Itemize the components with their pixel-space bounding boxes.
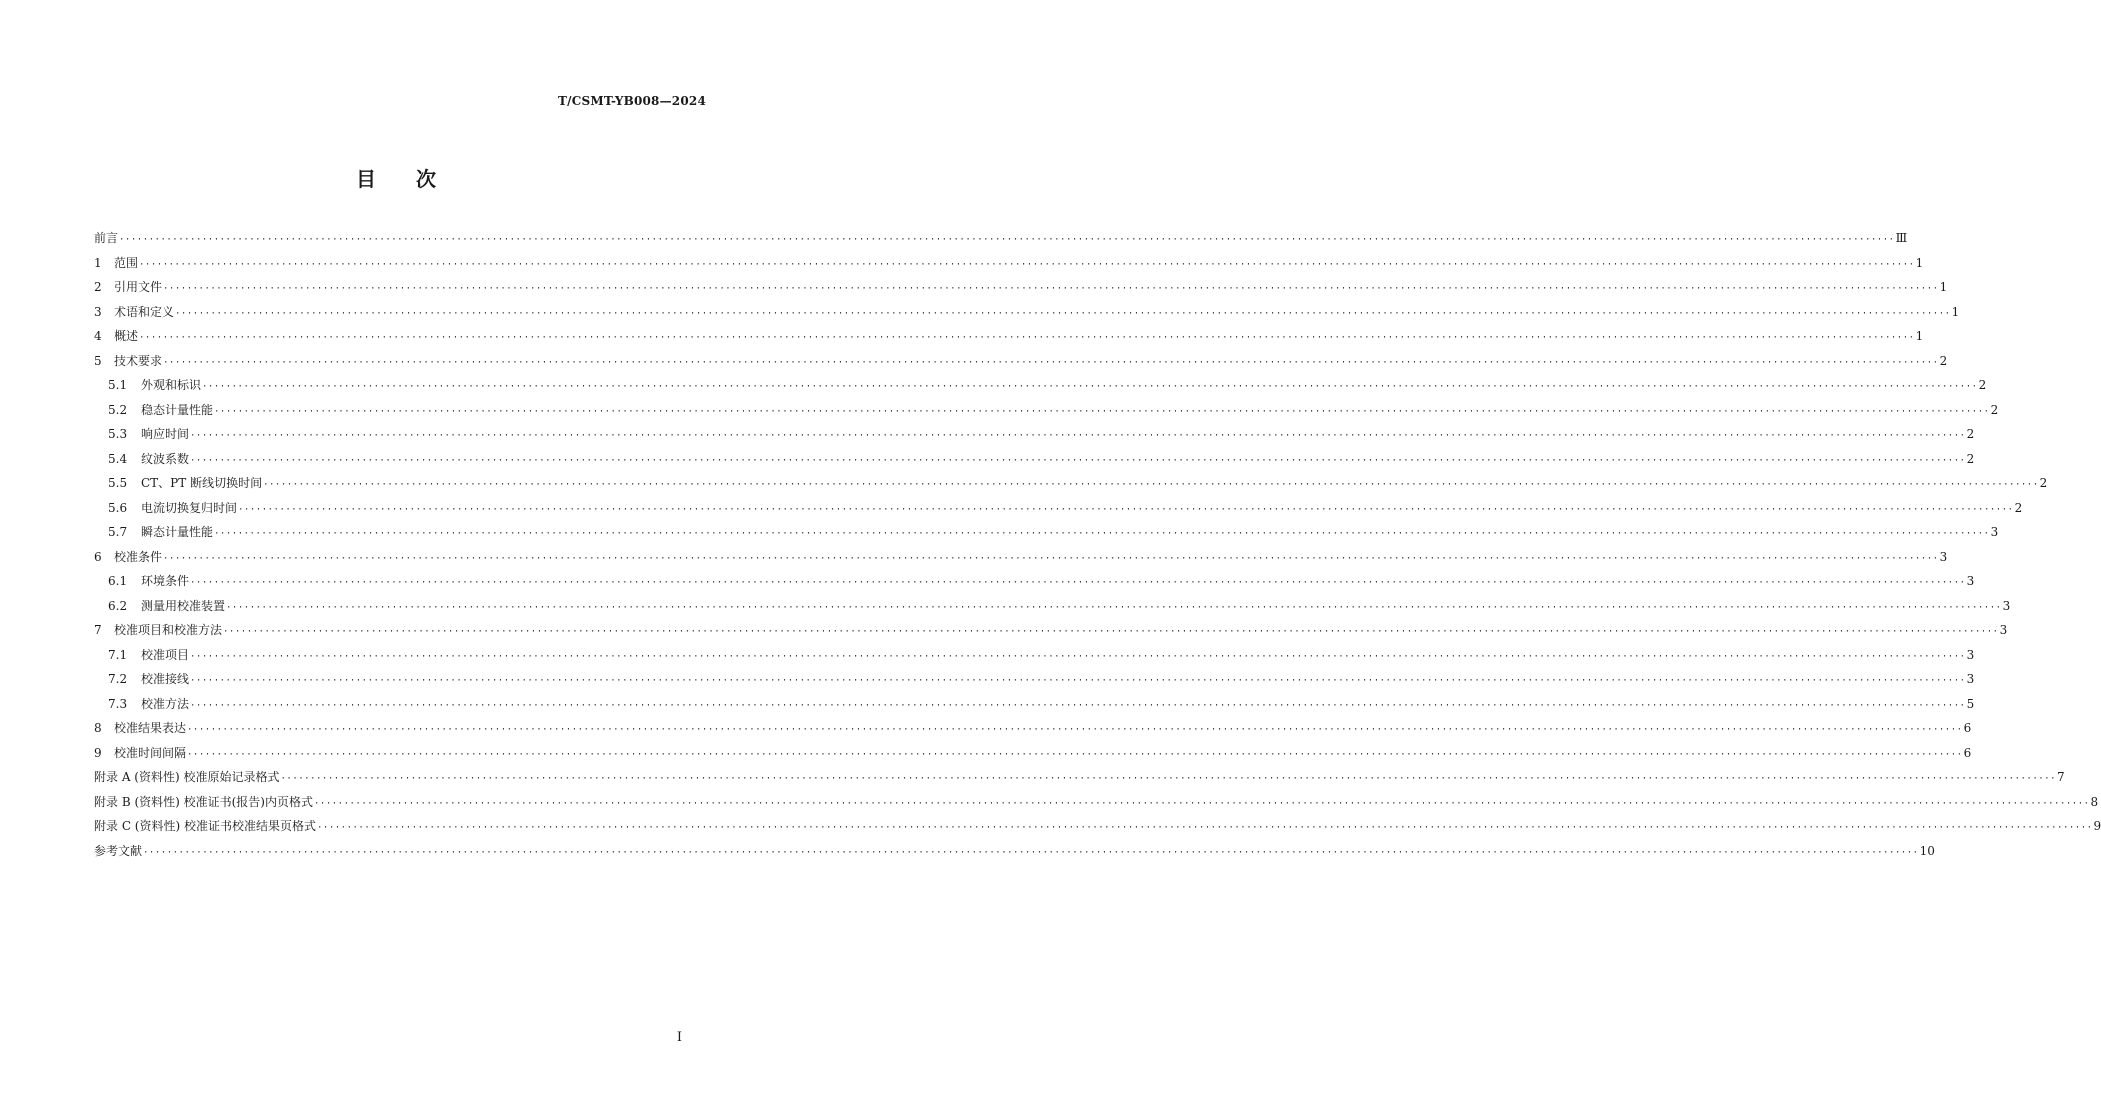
toc-entry-number: 5.2 bbox=[108, 402, 128, 417]
toc-entry-number: 4 bbox=[94, 329, 102, 343]
toc-entry[interactable] bbox=[94, 618, 2008, 643]
toc-entry-label: 稳态计量性能 bbox=[141, 402, 214, 417]
toc-entry[interactable] bbox=[94, 496, 2023, 521]
toc-entry-number: 6.1 bbox=[108, 574, 128, 588]
toc-entry[interactable] bbox=[94, 520, 1999, 545]
toc-entry-page: 3 bbox=[1999, 623, 2008, 637]
toc-entry-page: 3 bbox=[1990, 525, 1999, 539]
toc-entry-page: 2 bbox=[1978, 378, 1987, 392]
toc-leader-dots: ············································································································································································································································································································ bbox=[263, 480, 2039, 490]
toc-entry-page: 1 bbox=[1939, 280, 1948, 294]
toc-entry-label: 电流切换复归时间 bbox=[141, 500, 238, 515]
toc-entry-page: 2 bbox=[1966, 451, 1975, 466]
toc-entry-page: 1 bbox=[1951, 304, 1960, 319]
toc-entry-label: 引用文件 bbox=[114, 280, 163, 294]
toc-entry-page: 6 bbox=[1963, 721, 1972, 735]
toc-entry-number: 2 bbox=[94, 280, 102, 294]
title-char-1: 目 bbox=[356, 167, 376, 191]
toc-leader-dots: ············································································································································································································································································································ bbox=[214, 406, 1990, 417]
toc-entry-label: 环境条件 bbox=[141, 574, 190, 588]
toc-entry-number: 8 bbox=[94, 721, 102, 735]
toc-entry-page: 2 bbox=[1966, 427, 1975, 441]
toc-leader-dots: ············································································································································································································································································································ bbox=[190, 651, 1966, 662]
toc-entry-label: 测量用校准装置 bbox=[141, 598, 226, 613]
toc-entry-number: 1 bbox=[94, 255, 102, 270]
toc-entry-number: 6 bbox=[94, 549, 102, 564]
toc-entry-label: 附录 B (资料性) 校准证书(报告)内页格式 bbox=[94, 794, 313, 809]
page-title bbox=[0, 163, 792, 192]
toc-entry[interactable] bbox=[94, 349, 1948, 374]
toc-entry-page: 7 bbox=[2057, 770, 2065, 784]
toc-entry-page: 3 bbox=[2002, 598, 2011, 613]
title-char-2: 次 bbox=[416, 167, 436, 191]
toc-entry-number: 5.1 bbox=[108, 378, 128, 392]
toc-entry[interactable] bbox=[94, 569, 1975, 594]
toc-leader-dots: ············································································································································································································································································································ bbox=[190, 455, 1966, 466]
toc-leader-dots: ············································································································································································································································································································ bbox=[317, 823, 2093, 833]
toc-entry-number: 7.3 bbox=[108, 696, 128, 711]
toc-leader-dots: ············································································································································································································································································································ bbox=[190, 676, 1966, 686]
toc-entry-number: 5.7 bbox=[108, 525, 128, 539]
toc-leader-dots: ············································································································································································································································································································ bbox=[190, 700, 1966, 711]
toc-entry-label: 外观和标识 bbox=[141, 378, 202, 392]
toc-entry-label: 瞬态计量性能 bbox=[141, 525, 214, 539]
toc-entry[interactable] bbox=[94, 471, 2048, 496]
toc-leader-dots: ············································································································································································································································································································ bbox=[202, 382, 1978, 392]
toc-entry-page: 8 bbox=[2090, 794, 2099, 809]
toc-entry[interactable] bbox=[94, 790, 2099, 815]
toc-entry-number: 5.3 bbox=[108, 427, 128, 441]
toc-entry-page: 6 bbox=[1963, 745, 1972, 760]
toc-entry-number: 7 bbox=[94, 623, 102, 637]
toc-entry-label: 技术要求 bbox=[114, 353, 163, 368]
toc-leader-dots: ············································································································································································································································································································ bbox=[175, 308, 1951, 319]
toc-leader-dots: ············································································································································································································································································································ bbox=[187, 725, 1963, 735]
toc-entry-number: 5.5 bbox=[108, 476, 128, 490]
toc-entry-number: 9 bbox=[94, 745, 102, 760]
toc-entry[interactable] bbox=[94, 275, 1948, 300]
toc-leader-dots: ············································································································································································································································································································ bbox=[238, 504, 2014, 515]
toc-entry-label: 校准项目和校准方法 bbox=[114, 623, 223, 637]
toc-entry-label: 参考文献 bbox=[94, 843, 143, 858]
toc-entry[interactable] bbox=[94, 251, 1924, 276]
toc-entry-page: 9 bbox=[2093, 819, 2101, 833]
toc-entry-page: 1 bbox=[1915, 255, 1924, 270]
toc-entry-page: 3 bbox=[1966, 672, 1975, 686]
toc-entry[interactable] bbox=[94, 373, 1987, 398]
toc-entry-label: 概述 bbox=[114, 329, 139, 343]
toc-entry-label: 附录 C (资料性) 校准证书校准结果页格式 bbox=[94, 819, 316, 833]
toc-leader-dots: ············································································································································································································································································································ bbox=[163, 357, 1939, 368]
toc-entry[interactable] bbox=[94, 765, 2065, 790]
toc-entry-page: Ⅲ bbox=[1895, 231, 1908, 245]
toc-entry-number: 7.1 bbox=[108, 647, 128, 662]
toc-entry[interactable] bbox=[94, 300, 1960, 325]
toc-entry-page: 2 bbox=[1990, 402, 1999, 417]
toc-entry-label: 响应时间 bbox=[141, 427, 190, 441]
toc-entry[interactable] bbox=[94, 839, 1935, 864]
document-code: T/CSMT-YB008—2024 bbox=[558, 94, 706, 108]
toc-entry-page: 3 bbox=[1966, 647, 1975, 662]
toc-entry-page: 10 bbox=[1919, 843, 1935, 858]
toc-leader-dots: ············································································································································································································································································································ bbox=[223, 627, 1999, 637]
toc-entry[interactable] bbox=[94, 545, 1948, 570]
toc-entry[interactable] bbox=[94, 324, 1924, 349]
toc-entry-label: 校准条件 bbox=[114, 549, 163, 564]
toc-entry-page: 3 bbox=[1939, 549, 1948, 564]
toc-entry[interactable] bbox=[94, 447, 1975, 472]
toc-leader-dots: ············································································································································································································································································································ bbox=[190, 578, 1966, 588]
toc-entry-number: 5.6 bbox=[108, 500, 128, 515]
toc-entry-label: 前言 bbox=[94, 231, 119, 245]
toc-entry-page: 2 bbox=[1939, 353, 1948, 368]
toc-leader-dots: ············································································································································································································································································································ bbox=[143, 847, 1919, 858]
toc-entry-number: 5 bbox=[94, 353, 102, 368]
toc-leader-dots: ············································································································································································································································································································ bbox=[163, 284, 1939, 294]
toc-entry-page: 5 bbox=[1966, 696, 1975, 711]
toc-entry[interactable] bbox=[94, 741, 1972, 766]
toc-leader-dots: ············································································································································································································································································································ bbox=[187, 749, 1963, 760]
toc-leader-dots: ············································································································································································································································································································ bbox=[139, 333, 1915, 343]
toc-entry[interactable] bbox=[94, 398, 1999, 423]
toc-entry[interactable] bbox=[94, 226, 1908, 251]
toc-entry-number: 3 bbox=[94, 304, 102, 319]
toc-leader-dots: ············································································································································································································································································································ bbox=[226, 602, 2002, 613]
toc-entry[interactable] bbox=[94, 692, 1975, 717]
table-of-contents bbox=[94, 226, 2101, 863]
toc-entry[interactable] bbox=[94, 716, 1972, 741]
toc-entry[interactable] bbox=[94, 814, 2101, 839]
toc-entry-label: 校准结果表达 bbox=[114, 721, 187, 735]
toc-entry-label: 校准项目 bbox=[141, 647, 190, 662]
toc-leader-dots: ············································································································································································································································································································ bbox=[139, 259, 1915, 270]
toc-leader-dots: ············································································································································································································································································································ bbox=[163, 553, 1939, 564]
toc-leader-dots: ············································································································································································································································································································ bbox=[214, 529, 1990, 539]
toc-entry-label: 纹波系数 bbox=[141, 451, 190, 466]
toc-entry-page: 2 bbox=[2039, 476, 2048, 490]
toc-leader-dots: ············································································································································································································································································································ bbox=[119, 235, 1895, 245]
toc-leader-dots: ············································································································································································································································································································ bbox=[280, 774, 2057, 784]
toc-entry-page: 3 bbox=[1966, 574, 1975, 588]
toc-entry[interactable] bbox=[94, 594, 2011, 619]
toc-entry-label: 附录 A (资料性) 校准原始记录格式 bbox=[94, 770, 280, 784]
toc-leader-dots: ············································································································································································································································································································ bbox=[190, 431, 1966, 441]
toc-entry-number: 7.2 bbox=[108, 672, 128, 686]
toc-entry-number: 5.4 bbox=[108, 451, 128, 466]
toc-entry[interactable] bbox=[94, 667, 1975, 692]
toc-entry[interactable] bbox=[94, 643, 1975, 668]
footer-page-number: I bbox=[676, 1030, 682, 1045]
toc-entry-label: 术语和定义 bbox=[114, 304, 175, 319]
toc-entry-label: 校准方法 bbox=[141, 696, 190, 711]
toc-entry-page: 2 bbox=[2014, 500, 2023, 515]
toc-entry-label: 校准时间间隔 bbox=[114, 745, 187, 760]
toc-entry-label: 校准接线 bbox=[141, 672, 190, 686]
toc-leader-dots: ············································································································································································································································································································ bbox=[314, 798, 2090, 809]
toc-entry-number: 6.2 bbox=[108, 598, 128, 613]
toc-entry-label: 范围 bbox=[114, 255, 139, 270]
toc-entry-page: 1 bbox=[1915, 329, 1924, 343]
toc-entry[interactable] bbox=[94, 422, 1975, 447]
toc-entry-label: CT、PT 断线切换时间 bbox=[141, 476, 263, 490]
